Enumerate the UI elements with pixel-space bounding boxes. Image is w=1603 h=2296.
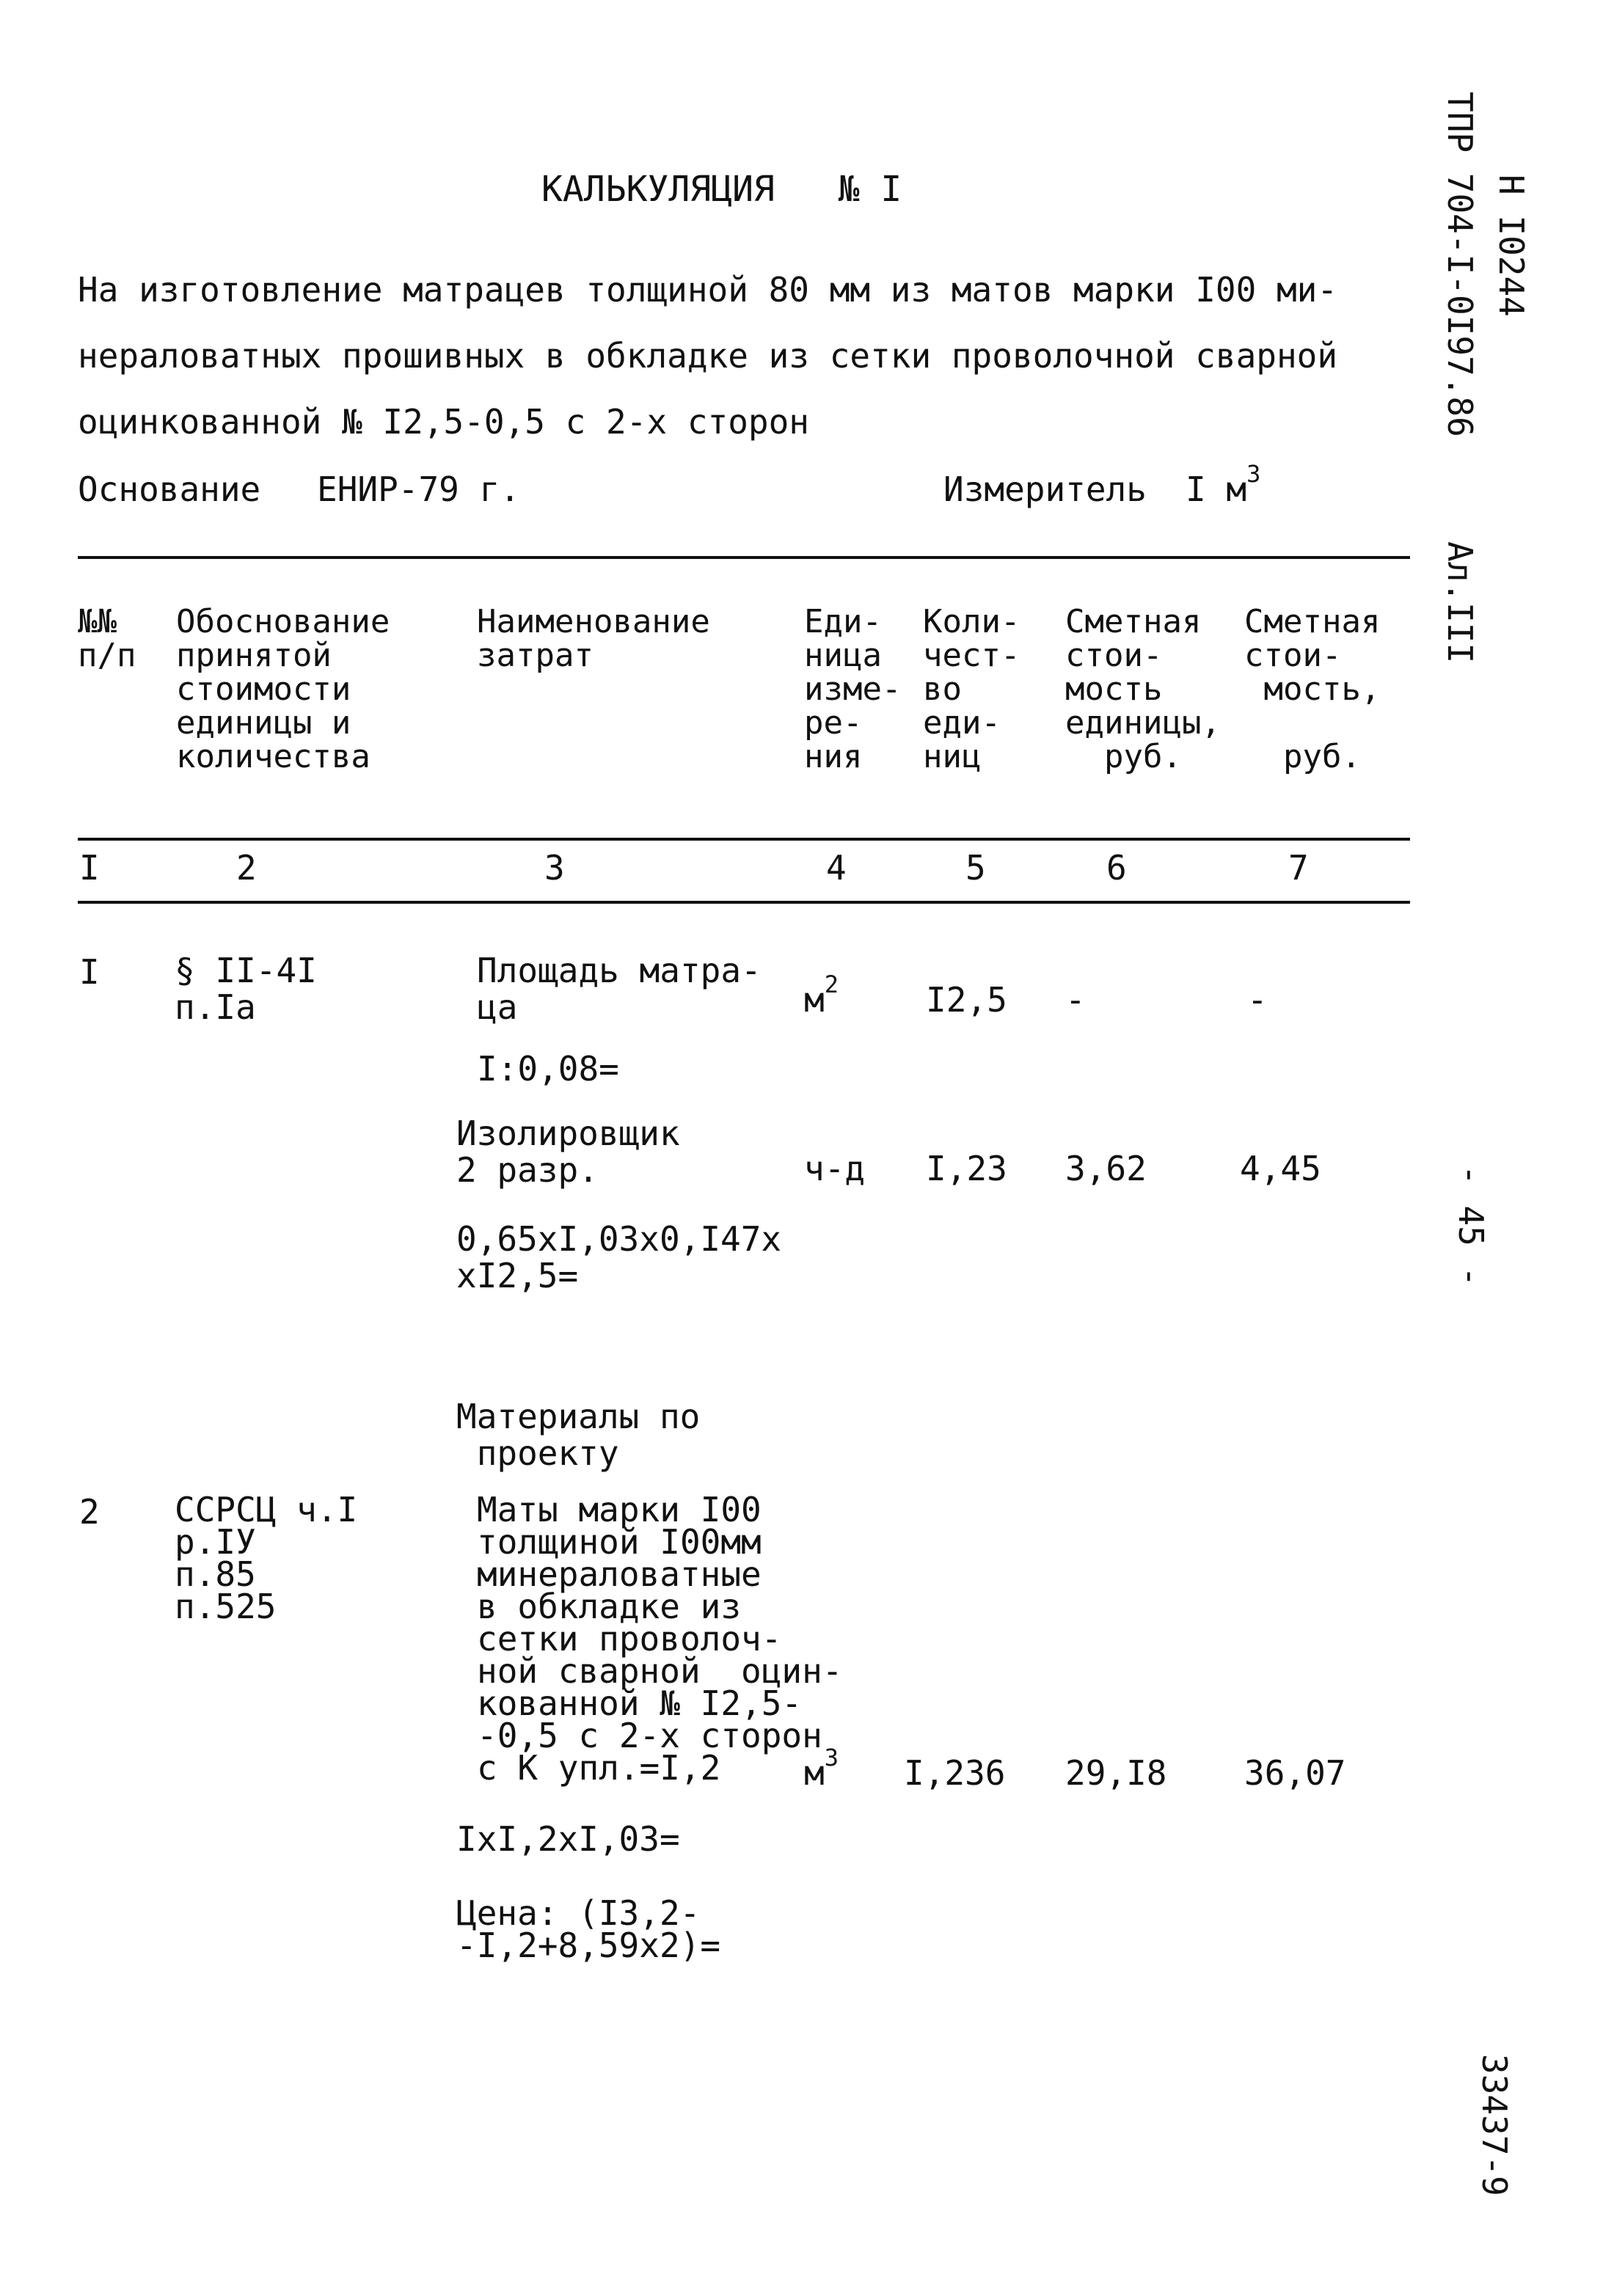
header-col-7: Сметная стои- мость, руб. [1244,603,1381,775]
row1-cost: - [1247,980,1268,1020]
row1-price: - [1065,980,1086,1020]
bottom-code: 33437-9 [1475,2054,1514,2196]
header-col-4: Еди- ница изме- ре- ния [804,603,902,775]
row2-price: 29,I8 [1065,1753,1167,1793]
doc-code: Н I0244 [1491,175,1531,317]
colnum-4: 4 [826,848,847,888]
row2-name: Маты марки I00 толщиной I00мм минераловатные в обкладке из сетки проволоч- ной сварной оцин- кованной № I2,5- -0,5 с 2-х сторон с К упл.=I,2 [477,1490,843,1788]
row2-formula: IхI,2хI,03= [456,1819,680,1859]
header-col-2: Обоснование принятой стоимости единицы и количества [176,603,390,775]
row1-unit: $м^2$ [804,970,839,1020]
worker-price: 3,62 [1065,1149,1147,1188]
page-number: - 45 - [1451,1165,1491,1287]
header-col-3: Наименование затрат [477,603,710,674]
colnum-1: I [79,848,100,888]
row1-name: Площадь матра- ца [477,951,762,1027]
materials-heading: Материалы по проекту [456,1397,701,1473]
measure-label: Измеритель [943,469,1147,509]
colnum-6: 6 [1106,848,1127,888]
row2-basis: ССРСЦ ч.I р.IУ п.85 п.525 [175,1490,358,1626]
description-line-1: На изготовление матрацев толщиной 80 мм из матов марки I00 ми- [78,270,1338,310]
row1-formula: I:0,08= [477,1049,619,1089]
row2-cost: 36,07 [1244,1753,1346,1793]
table-top-rule [78,556,1410,559]
header-col-6: Сметная стои- мость единицы, руб. [1065,603,1221,775]
sheet-label: Ал.III [1440,541,1480,664]
worker-formula: 0,65хI,03х0,I47х хI2,5= [456,1219,782,1295]
project-code: ТПР 704-I-0I97.86 [1440,92,1480,437]
worker-qty: I,23 [926,1149,1007,1188]
colnum-7: 7 [1288,848,1309,888]
colnum-2: 2 [236,848,257,888]
row2-qty: I,236 [904,1753,1006,1793]
column-numbers-rule [78,901,1410,904]
header-col-1: №№ п/п [78,603,136,674]
row2-num: 2 [79,1492,100,1532]
header-bottom-rule [78,838,1410,841]
description-line-3: оцинкованной № I2,5-0,5 с 2-х сторон [78,402,809,442]
row1-qty: I2,5 [926,980,1007,1020]
measure-value: I $м^3$ [1186,460,1261,509]
row2-price-formula: Цена: (I3,2- -I,2+8,59х2)= [456,1893,721,1965]
document-title: КАЛЬКУЛЯЦИЯ № I [541,169,902,210]
worker-unit: ч-д [804,1149,866,1188]
basis-value: ЕНИР-79 г. [317,469,520,509]
worker-name: Изолировщик 2 разр. [456,1114,680,1190]
worker-cost: 4,45 [1240,1149,1321,1188]
row2-unit: $м^3$ [804,1744,839,1793]
header-col-5: Коли- чест- во еди- ниц [923,603,1020,775]
colnum-5: 5 [965,848,986,888]
colnum-3: 3 [544,848,565,888]
row1-basis: § II-4I п.Iа [175,951,317,1027]
row1-num: I [79,952,100,992]
basis-label: Основание [78,469,261,509]
description-line-2: нераловатных прошивных в обкладке из сетки проволочной сварной [78,336,1338,376]
